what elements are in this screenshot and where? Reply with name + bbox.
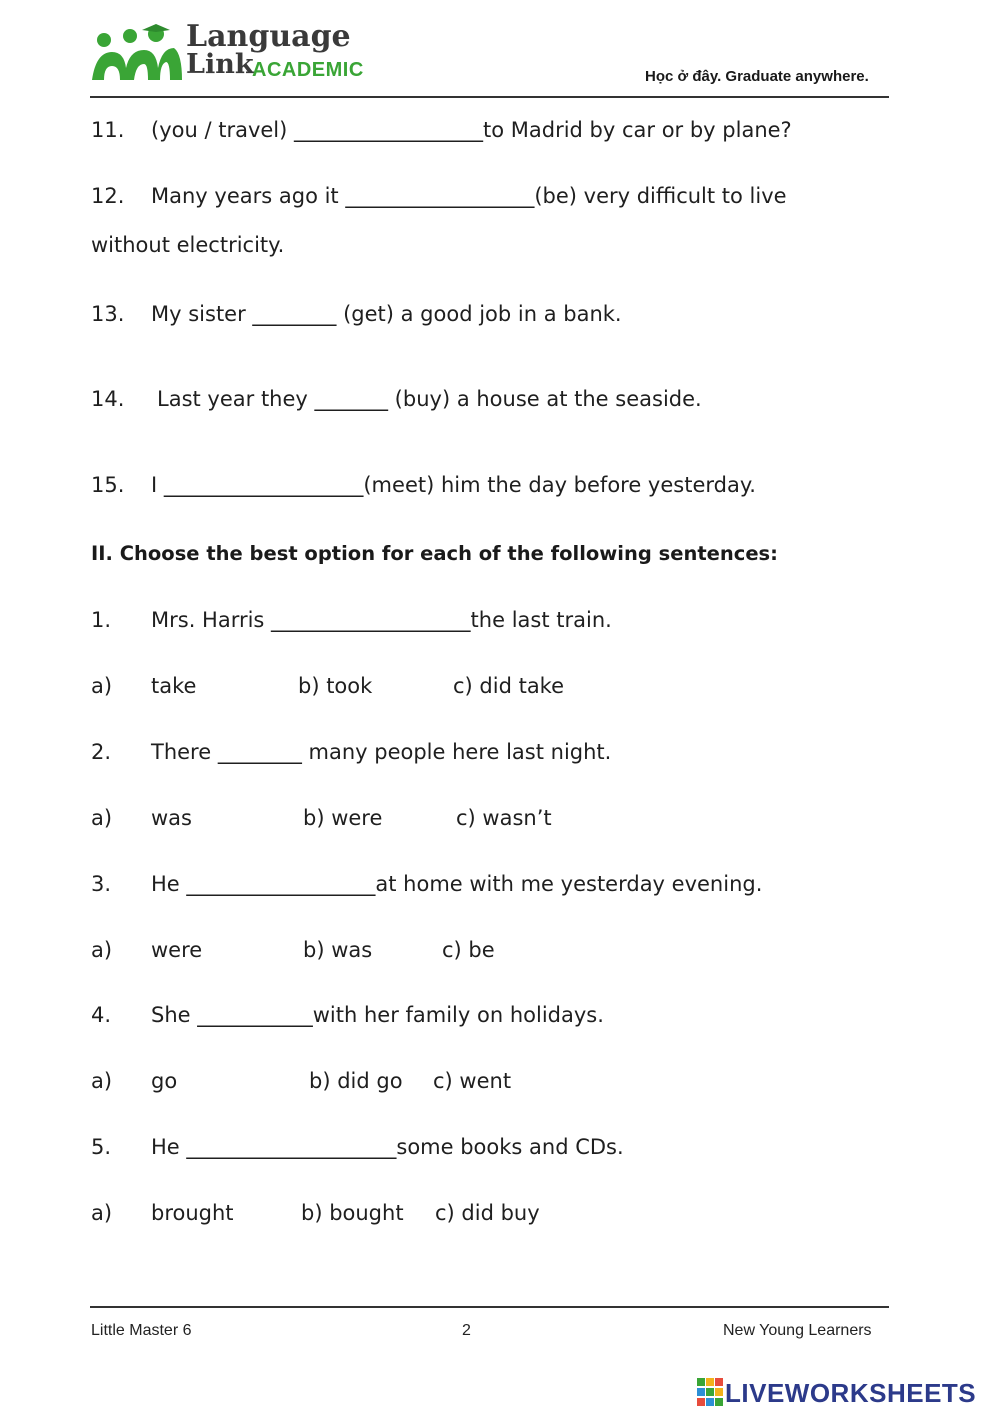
option-c[interactable]: c) did take <box>453 674 565 698</box>
tagline: Học ở đây. Graduate anywhere. <box>645 68 869 85</box>
question-text: Mrs. Harris ___________________the last train. <box>151 608 612 632</box>
option-a[interactable]: were <box>151 938 203 962</box>
people-logo-icon <box>90 24 182 82</box>
option-a[interactable]: take <box>151 674 197 698</box>
question-number: 2. <box>91 740 112 764</box>
logo-word-language: Language <box>186 19 351 54</box>
liveworksheets-text: LIVEWORKSHEETS <box>725 1377 977 1408</box>
logo-word-academic: ACADEMIC <box>252 59 364 81</box>
option-a[interactable]: go <box>151 1069 178 1093</box>
option-c[interactable]: c) be <box>442 938 495 962</box>
option-b[interactable]: b) bought <box>301 1201 404 1225</box>
option-a-letter: a) <box>91 1069 113 1093</box>
option-a-letter: a) <box>91 806 113 830</box>
option-c[interactable]: c) did buy <box>435 1201 540 1225</box>
option-a[interactable]: brought <box>151 1201 234 1225</box>
question-number: 12. <box>91 184 125 208</box>
question-text: I ___________________(meet) him the day before yesterday. <box>151 473 756 497</box>
page-number: 2 <box>462 1322 471 1339</box>
question-number: 3. <box>91 872 112 896</box>
question-number: 11. <box>91 118 125 142</box>
question-number: 1. <box>91 608 112 632</box>
option-b[interactable]: b) took <box>298 674 373 698</box>
question-number: 13. <box>91 302 125 326</box>
option-b[interactable]: b) were <box>303 806 383 830</box>
option-c[interactable]: c) wasn’t <box>456 806 552 830</box>
logo <box>90 19 364 84</box>
option-b[interactable]: b) did go <box>309 1069 403 1093</box>
question-text: My sister ________ (get) a good job in a bank. <box>151 302 622 326</box>
question-text: She ___________with her family on holidays. <box>151 1003 604 1027</box>
question-text: Many years ago it __________________(be) very difficult to live <box>151 184 787 208</box>
option-c[interactable]: c) went <box>433 1069 512 1093</box>
logo-word-link: Link <box>186 49 254 80</box>
question-number: 5. <box>91 1135 112 1159</box>
option-a-letter: a) <box>91 1201 113 1225</box>
section-heading: II. Choose the best option for each of the following sentences: <box>91 542 778 565</box>
question-text: He __________________at home with me yesterday evening. <box>151 872 763 896</box>
option-a-letter: a) <box>91 938 113 962</box>
question-number: 4. <box>91 1003 112 1027</box>
liveworksheets-watermark[interactable] <box>697 1376 976 1410</box>
question-text: (you / travel) __________________to Madrid by car or by plane? <box>151 118 792 142</box>
footer-left: Little Master 6 <box>91 1322 192 1339</box>
question-text: without electricity. <box>91 233 285 257</box>
option-a[interactable]: was <box>151 806 192 830</box>
question-text: Last year they _______ (buy) a house at the seaside. <box>157 387 702 411</box>
question-number: 14. <box>91 387 125 411</box>
option-b[interactable]: b) was <box>303 938 373 962</box>
liveworksheets-logo-icon <box>697 1378 723 1408</box>
footer-right: New Young Learners <box>723 1322 872 1339</box>
footer-divider <box>90 1306 889 1308</box>
question-text: There ________ many people here last night. <box>151 740 612 764</box>
option-a-letter: a) <box>91 674 113 698</box>
header-divider <box>90 96 889 98</box>
question-number: 15. <box>91 473 125 497</box>
question-text: He ____________________some books and CDs. <box>151 1135 624 1159</box>
